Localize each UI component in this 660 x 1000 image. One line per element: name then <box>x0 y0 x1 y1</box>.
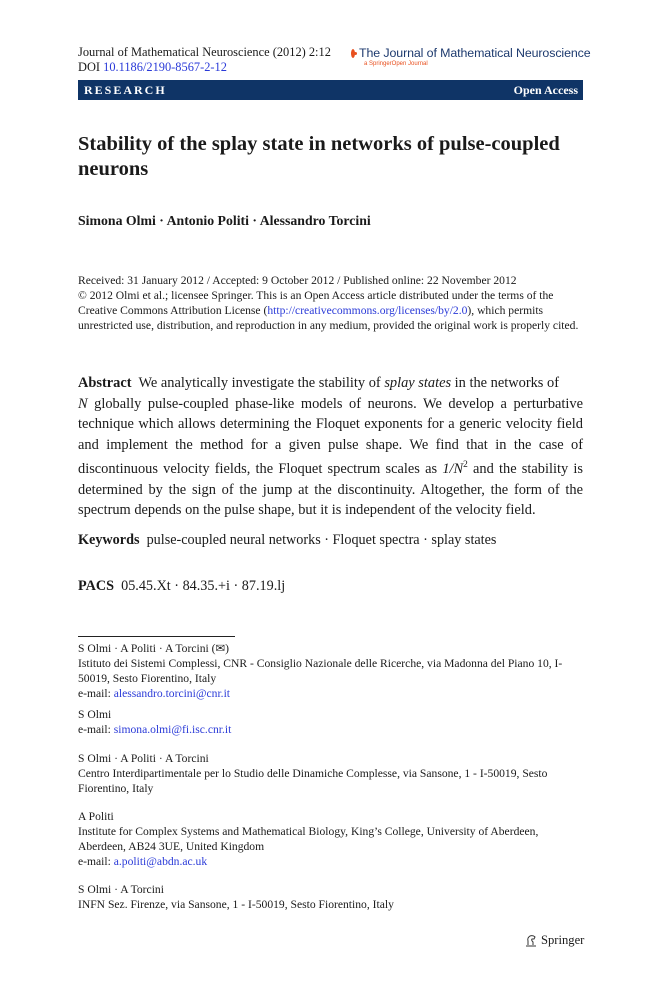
email-link[interactable]: alessandro.torcini@cnr.it <box>113 687 231 700</box>
author-separator: · <box>155 213 167 228</box>
abstract-math-exponent: 2 <box>463 460 468 471</box>
abstract-text: globally pulse-coupled phase-like models of neurons. We develop a perturbative technique which allows determining the Floquet exponents for a generic velocity field and implement the method for a given pulse shape. We find that in the case of discontinuous velocity fields, the Floquet spectrum scales as <box>78 395 583 478</box>
affiliation <box>78 809 583 869</box>
journal-logo-subtitle: a SpringerOpen Journal <box>364 61 428 67</box>
affiliation <box>78 641 583 701</box>
article-type-label: RESEARCH <box>84 82 167 97</box>
doi-label: DOI <box>78 60 101 74</box>
pacs-value: 05.45.Xt · 84.35.+i · 87.19.lj <box>121 578 286 594</box>
affiliation-names: S Olmi · A Politi · A Torcini <box>78 752 209 765</box>
affiliation <box>78 882 583 912</box>
email-link[interactable]: a.politi@abdn.ac.uk <box>113 855 208 868</box>
publisher-name: Springer <box>541 933 585 947</box>
affiliation-address: Centro Interdipartimentale per lo Studio delle Dinamiche Complesse, via Sansone, 1 - I-50019, Sesto Fiorentino, Italy <box>78 767 548 795</box>
abstract <box>78 373 583 521</box>
doi-line <box>78 60 331 75</box>
abstract-label: Abstract <box>78 375 132 391</box>
author-separator: · <box>248 213 260 228</box>
affiliation-names: A Politi <box>78 810 114 823</box>
affiliation-email-line <box>78 854 583 869</box>
email-link[interactable]: simona.olmi@fi.isc.cnr.it <box>113 723 232 736</box>
affiliation-names: S Olmi · A Politi · A Torcini (✉) <box>78 642 230 655</box>
affiliation-address: Institute for Complex Systems and Mathematical Biology, King’s College, University of Aberdeen, Aberdeen, AB24 3UE, United Kingdom <box>78 825 539 853</box>
publication-meta <box>78 273 584 333</box>
abstract-text: and the stability is determined by the sign of the jump at the discontinuity. Altogether, the form of the spectrum depends on the pulse shape, but it is independent of the velocity field. <box>78 461 583 519</box>
publication-dates: Received: 31 January 2012 / Accepted: 9 October 2012 / Published online: 22 November 2012 <box>78 274 517 287</box>
journal-logo[interactable] <box>351 46 591 67</box>
author-name: Alessandro Torcini <box>259 213 371 228</box>
journal-citation: Journal of Mathematical Neuroscience (2012) 2:12 <box>78 45 331 59</box>
license-text-prefix: © 2012 Olmi et al.; licensee Springer. This is an Open Access article distributed under the terms of the Creative Commons Attribution License ( <box>78 289 554 317</box>
affiliation-address: INFN Sez. Firenze, via Sansone, 1 - I-50019, Sesto Fiorentino, Italy <box>78 898 394 911</box>
author-list <box>78 213 371 229</box>
open-access-label: Open Access <box>513 82 578 97</box>
journal-logo-row <box>351 46 591 60</box>
affiliation-email-line <box>78 722 583 737</box>
journal-logo-title: The Journal of Mathematical Neuroscience <box>359 46 591 60</box>
keywords <box>78 532 496 549</box>
license-statement <box>78 288 584 333</box>
publisher-mark <box>525 933 584 948</box>
pacs-label: PACS <box>78 578 114 594</box>
author-name: Simona Olmi <box>78 213 156 228</box>
springer-horse-icon <box>525 934 537 947</box>
email-label: e-mail: <box>78 855 114 868</box>
abstract-text: We analytically investigate the stability of <box>138 375 385 391</box>
pacs-codes <box>78 578 285 595</box>
author-name: Antonio Politi <box>166 213 249 228</box>
affiliation-names: S Olmi · A Torcini <box>78 883 164 896</box>
affiliation-address: Istituto dei Sistemi Complessi, CNR - Consiglio Nazionale delle Ricerche, via Madonna del Piano 10, I-50019, Sesto Fiorentino, Italy <box>78 657 563 685</box>
abstract-math: 1/N <box>442 461 464 478</box>
article-title: Stability of the splay state in networks of pulse-coupled neurons <box>78 133 560 180</box>
footnote-divider <box>78 636 235 637</box>
article-type-banner <box>78 80 583 100</box>
springeropen-logo-icon <box>351 49 355 58</box>
email-label: e-mail: <box>78 723 114 736</box>
journal-header <box>78 45 331 75</box>
affiliation <box>78 707 583 737</box>
abstract-math-n: N <box>78 395 88 412</box>
abstract-text: in the networks of <box>451 375 559 391</box>
affiliation-names: S Olmi <box>78 708 112 721</box>
keywords-value: pulse-coupled neural networks · Floquet spectra · splay states <box>146 532 497 548</box>
email-label: e-mail: <box>78 687 114 700</box>
license-link[interactable]: http://creativecommons.org/licenses/by/2.0 <box>267 304 468 317</box>
affiliation <box>78 751 583 796</box>
keywords-label: Keywords <box>78 532 140 548</box>
license-text-suffix: ), which permits unrestricted use, distribution, and reproduction in any medium, provided the original work is properly cited. <box>78 304 579 332</box>
doi-link[interactable]: 10.1186/2190-8567-2-12 <box>103 60 227 74</box>
affiliation-email-line <box>78 686 583 701</box>
abstract-emphasis: splay states <box>384 375 452 391</box>
